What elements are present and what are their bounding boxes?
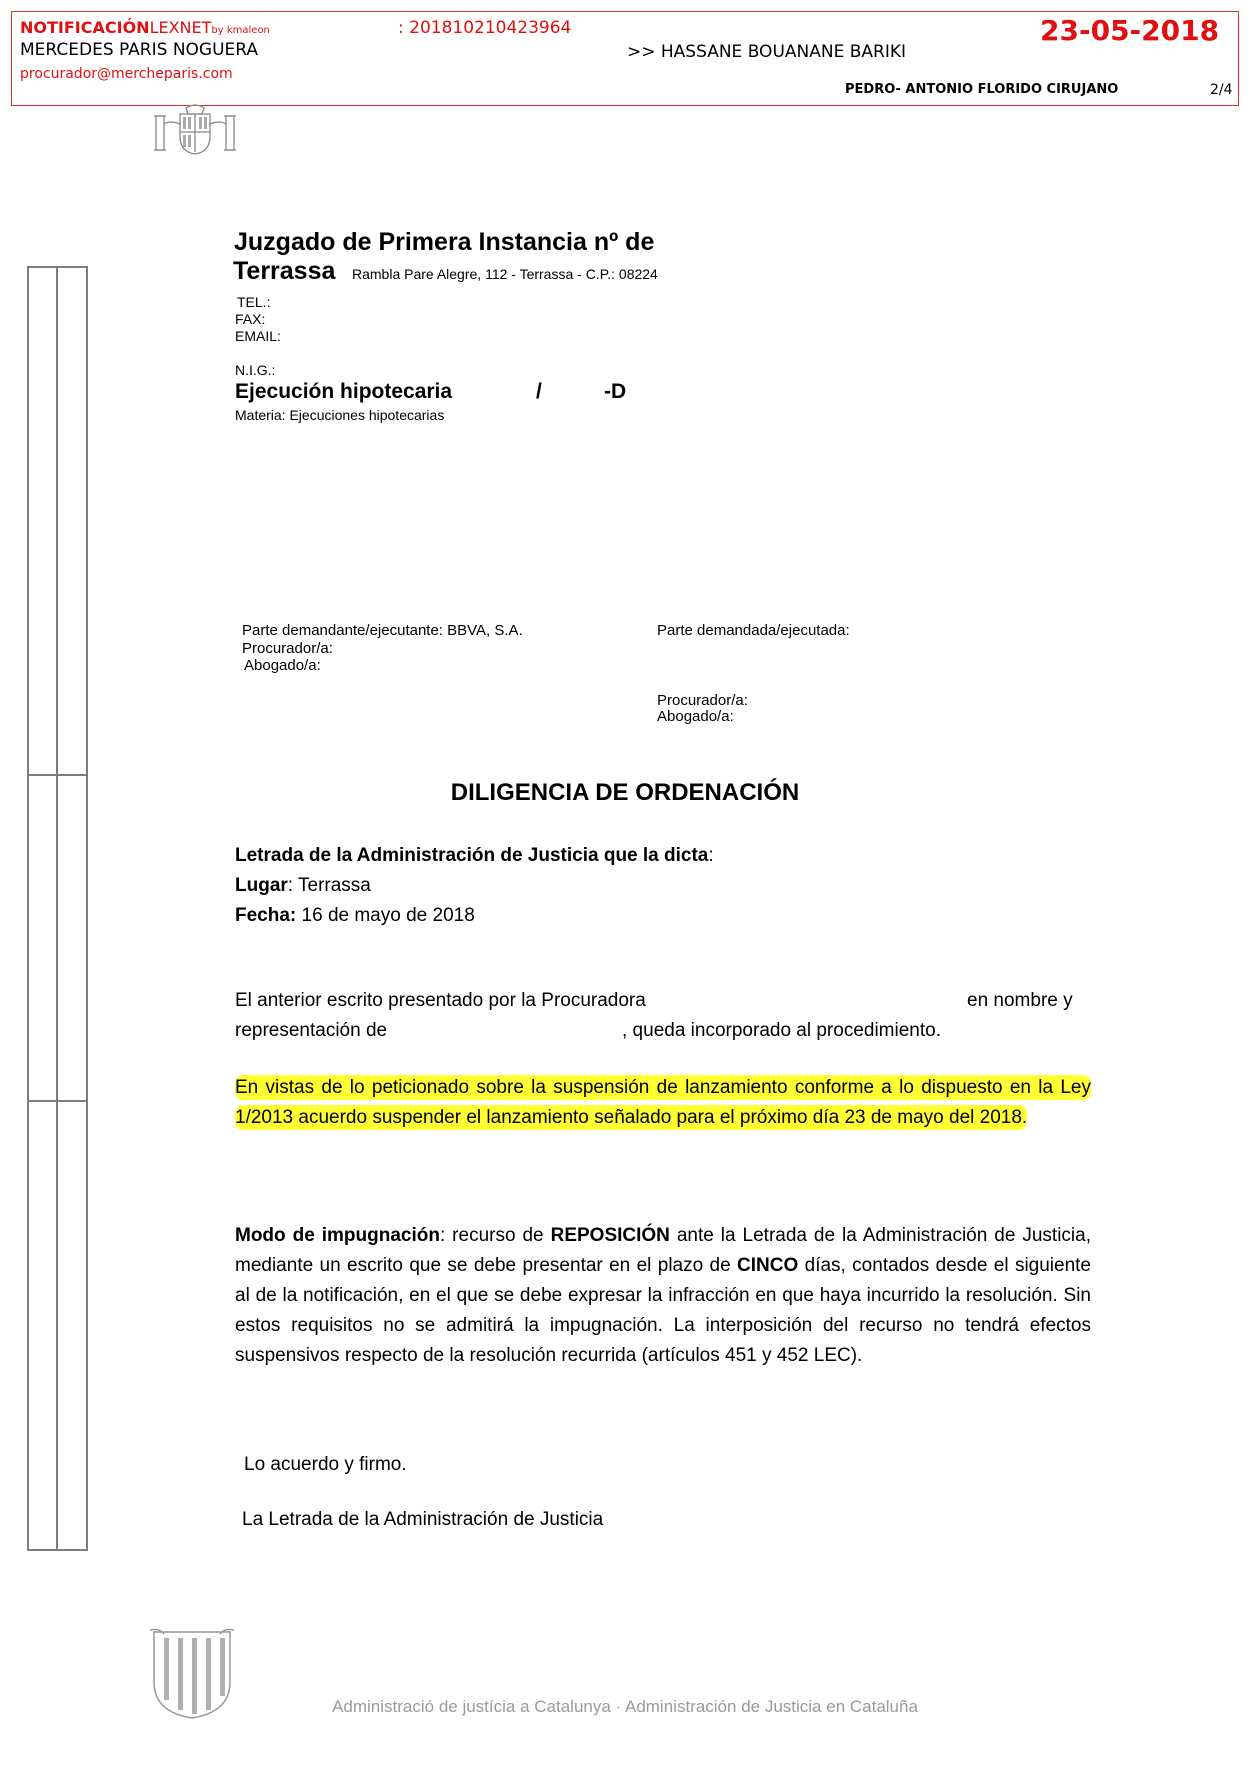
sender-name: MERCEDES PARIS NOGUERA bbox=[20, 40, 259, 60]
suspension-paragraph bbox=[235, 1073, 1091, 1133]
nig-label: N.I.G.: bbox=[235, 362, 276, 378]
place-line: Lugar: Terrassa bbox=[235, 875, 371, 896]
coat-of-arms-icon bbox=[150, 104, 240, 156]
para1-line1-a: El anterior escrito presentado por la Procuradora bbox=[235, 990, 646, 1011]
closing-text: Lo acuerdo y firmo. bbox=[244, 1454, 407, 1475]
dictated-by-line: Letrada de la Administración de Justicia que la dicta: bbox=[235, 845, 714, 866]
court-city: Terrassa bbox=[233, 257, 336, 285]
plaintiff-procurator: Procurador/a: bbox=[242, 640, 333, 657]
highlighted-text: En vistas de lo peticionado sobre la suspensión de lanzamiento conforme a lo dispuesto en la Ley 1/2013 acuerdo suspender el lanzamiento señalado para el próximo día 23 de mayo del 2018. bbox=[235, 1077, 1091, 1128]
procedure-subject: Materia: Ejecuciones hipotecarias bbox=[235, 407, 445, 423]
procedure-title: Ejecución hipotecaria bbox=[235, 380, 453, 403]
court-fax-label: FAX: bbox=[235, 311, 266, 327]
notification-id: : 201810210423964 bbox=[398, 18, 572, 38]
procedure-slash: / bbox=[536, 380, 542, 403]
court-tel-label: TEL.: bbox=[237, 294, 271, 310]
para1-line2-a: representación de bbox=[235, 1020, 388, 1041]
plaintiff-lawyer: Abogado/a: bbox=[244, 657, 321, 674]
document-title: DILIGENCIA DE ORDENACIÓN bbox=[450, 779, 800, 806]
appeal-paragraph: Modo de impugnación: recurso de REPOSICIÓN ante la Letrada de la Administración de Justicia, mediante un escrito que se debe presentar en el plazo de CINCO días, contados desde el siguiente al de la notificación, en el que se debe expresar la infracción en que haya incurrido la resolución. Sin estos requisitos no se admitirá la impugnación. La interposición del recurso no tendrá efectos suspensivos respecto de la resolución recurrida (artículos 451 y 452 LEC). bbox=[235, 1225, 1091, 1366]
procedure-suffix: -D bbox=[604, 380, 627, 403]
notification-date: 23-05-2018 bbox=[1040, 14, 1220, 47]
date-line: Fecha: 16 de mayo de 2018 bbox=[235, 905, 475, 926]
defendant-lawyer: Abogado/a: bbox=[657, 708, 734, 725]
page-number: 2/4 bbox=[1210, 82, 1233, 98]
para1-line1-b: en nombre y bbox=[967, 990, 1073, 1011]
defendant-line: Parte demandada/ejecutada: bbox=[657, 622, 850, 639]
para1-line2-b: , queda incorporado al procedimiento. bbox=[622, 1020, 941, 1041]
sender-email: procurador@mercheparis.com bbox=[20, 66, 233, 82]
court-address: Rambla Pare Alegre, 112 - Terrassa - C.P.: 08224 bbox=[352, 266, 658, 282]
footer-text: Administració de justícia a Catalunya · Administración de Justicia en Cataluña bbox=[332, 1697, 918, 1716]
court-title: Juzgado de Primera Instancia nº de bbox=[234, 228, 655, 256]
lawyer-name: PEDRO- ANTONIO FLORIDO CIRUJANO bbox=[845, 82, 1119, 97]
lexnet-brand: NOTIFICACIÓNLEXNETby kmaleon bbox=[20, 18, 270, 37]
plaintiff-line: Parte demandante/ejecutante: BBVA, S.A. bbox=[242, 622, 523, 639]
defendant-procurator: Procurador/a: bbox=[657, 692, 748, 709]
recipient-name: >> HASSANE BOUANANE BARIKI bbox=[627, 42, 906, 62]
margin-frame bbox=[27, 266, 88, 1551]
signature-text: La Letrada de la Administración de Justicia bbox=[242, 1509, 604, 1530]
court-email-label: EMAIL: bbox=[235, 328, 281, 344]
